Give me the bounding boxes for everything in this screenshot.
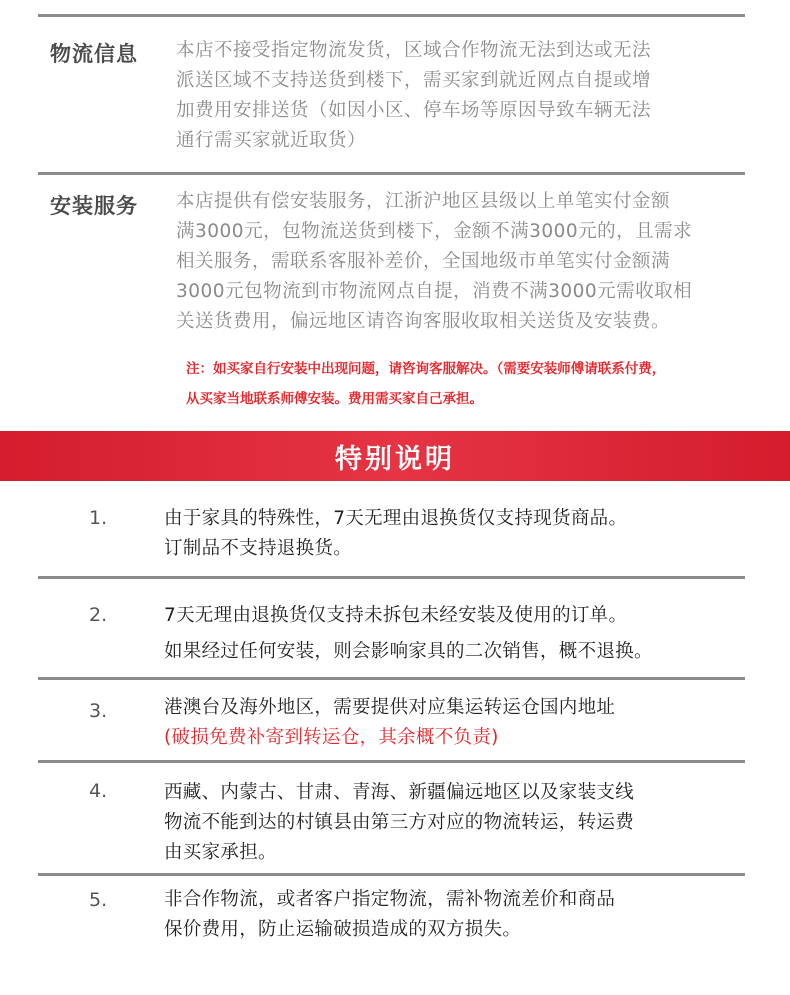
text-line: 本店提供有偿安装服务，江浙沪地区县级以上单笔实付金额 — [176, 191, 671, 212]
note-line: 从买家当地联系师傅安装。费用需买家自己承担。 — [186, 391, 483, 407]
text-line: 关送货费用，偏远地区请咨询客服收取相关送货及安装费。 — [176, 311, 671, 332]
divider — [38, 677, 745, 680]
item-line: 保价费用，防止运输破损造成的双方损失。 — [164, 919, 522, 940]
installation-note — [186, 354, 756, 414]
logistics-text — [176, 36, 736, 156]
note-line: 注：如买家自行安装中出现问题，请咨询客服解决。（需要安装师傅请联系付费， — [186, 361, 666, 377]
installation-text — [176, 187, 736, 337]
list-item — [164, 693, 754, 753]
item-line: 由买家承担。 — [164, 842, 277, 863]
banner-title: 特别说明 — [335, 443, 455, 475]
special-banner — [0, 431, 790, 481]
item-line: 非合作物流，或者客户指定物流，需补物流差价和商品 — [164, 889, 616, 910]
divider — [38, 14, 745, 17]
item-number: 5. — [89, 889, 108, 911]
item-line: 订制品不支持退换货。 — [164, 538, 353, 559]
text-line: 加费用安排送货（如因小区、停车场等原因导致车辆无法 — [176, 100, 652, 121]
item-line: 7天无理由退换货仅支持未拆包未经安装及使用的订单。 — [164, 605, 628, 626]
item-number: 4. — [89, 780, 108, 802]
divider — [38, 873, 745, 876]
text-line: 相关服务，需联系客服补差价，全国地级市单笔实付金额满 — [176, 251, 671, 272]
item-number: 1. — [89, 507, 108, 529]
item-line: 港澳台及海外地区，需要提供对应集运转运仓国内地址 — [164, 697, 616, 718]
list-item — [164, 778, 754, 868]
text-line: 本店不接受指定物流发货，区域合作物流无法到达或无法 — [176, 40, 652, 61]
installation-heading: 安装服务 — [50, 194, 138, 218]
item-number: 2. — [89, 604, 108, 626]
item-line: 由于家具的特殊性，7天无理由退换货仅支持现货商品。 — [164, 508, 628, 529]
logistics-heading: 物流信息 — [50, 42, 138, 66]
item-line: 如果经过任何安装，则会影响家具的二次销售，概不退换。 — [164, 641, 653, 662]
text-line: 满3000元，包物流送货到楼下，金额不满3000元的，且需求 — [176, 221, 693, 242]
item-line: 西藏、内蒙古、甘肃、青海、新疆偏远地区以及家装支线 — [164, 782, 635, 803]
list-item — [164, 504, 754, 564]
text-line: 通行需买家就近取货） — [176, 130, 367, 151]
divider — [38, 576, 745, 579]
list-item — [164, 598, 754, 670]
text-line: 3000元包物流到市物流网点自提，消费不满3000元需收取相 — [176, 281, 693, 302]
divider — [38, 172, 745, 175]
item-line: 物流不能到达的村镇县由第三方对应的物流转运，转运费 — [164, 812, 635, 833]
item-line-red: (破损免费补寄到转运仓，其余概不负责) — [164, 727, 499, 748]
divider — [38, 760, 745, 763]
text-line: 派送区域不支持送货到楼下，需买家到就近网点自提或增 — [176, 70, 652, 91]
item-number: 3. — [89, 700, 108, 722]
list-item — [164, 885, 754, 945]
